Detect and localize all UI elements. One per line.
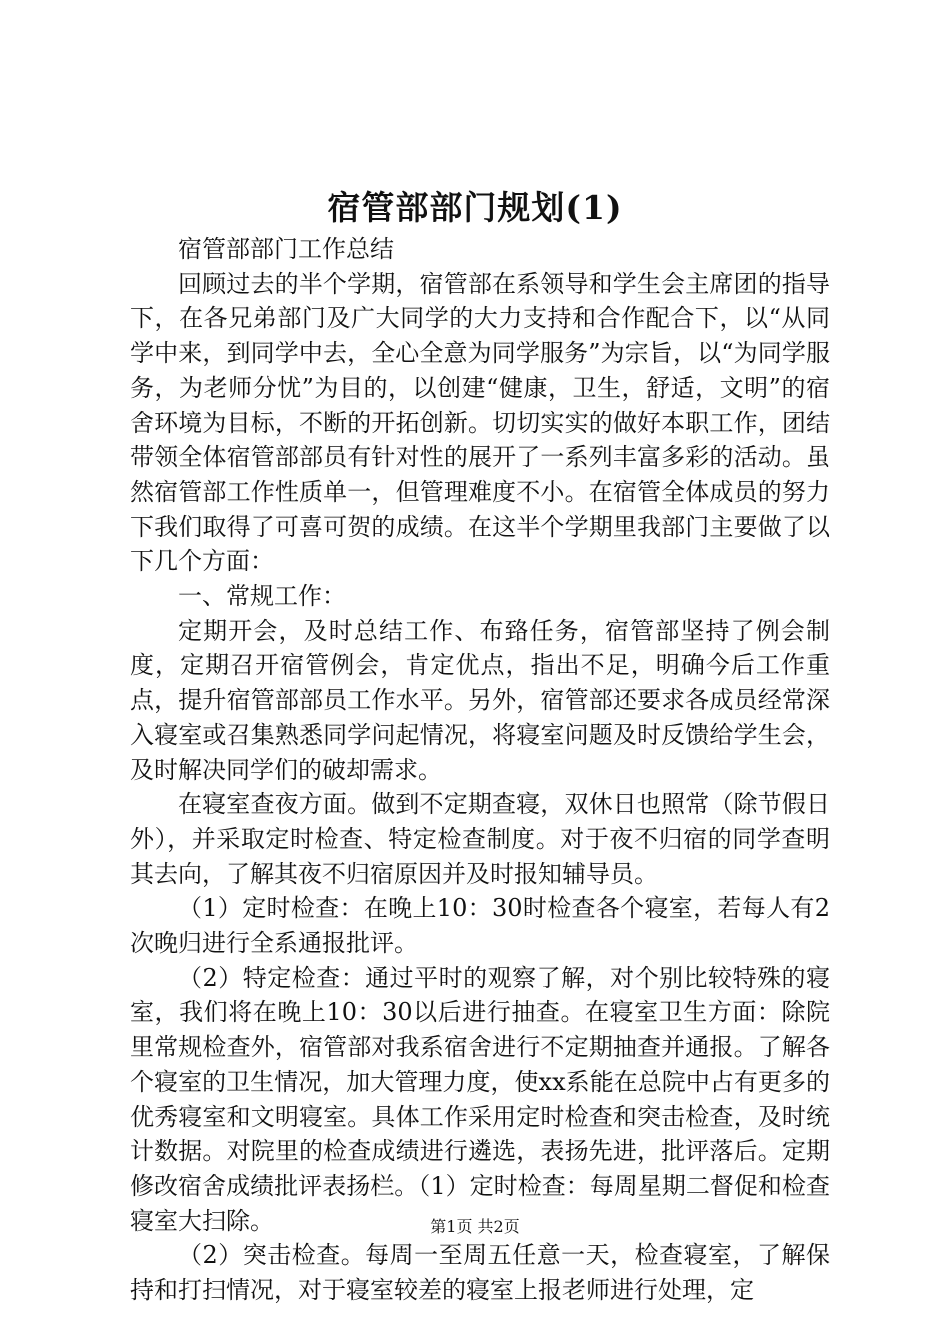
section-heading-routine: 一、常规工作： — [178, 582, 346, 611]
document-body — [130, 232, 830, 1308]
paragraph-night-check: 在寝室查夜方面。做到不定期查寝，双休日也照常（除节假日外），并采取定时检查、特定检查制度。对于夜不归宿的同学查明其去向，了解其夜不归宿原因并及时报知辅导员。 — [130, 790, 830, 888]
section-heading: 宿管部部门工作总结 — [178, 235, 394, 263]
page-footer: 第1页 共2页 — [430, 1217, 520, 1236]
document-title: 宿管部部门规划(1) — [327, 188, 623, 227]
paragraph-surprise-check: （2）突击检查。每周一至周五任意一天，检查寝室，了解保持和打扫情况，对于寝室较差的寝室上报老师进行处理，定 — [130, 1241, 830, 1305]
paragraph-special-check: （2）特定检查：通过平时的观察了解，对个别比较特殊的寝室，我们将在晚上10：30以后进行抽查。在寝室卫生方面：除院里常规检查外，宿管部对我系宿舍进行不定期抽查并通报。了解各个寝室的卫生情况，加大管理力度，使xx系能在总院中占有更多的优秀寝室和文明寝室。具体工作采用定时检查和突击检查，及时统计数据。对院里的检查成绩进行遴选，表扬先进，批评落后。定期修改宿舍成绩批评表扬栏。（1）定时检查：每周星期二督促和检查寝室大扫除。 — [130, 963, 830, 1235]
paragraph-scheduled-check: （1）定时检查：在晚上10：30时检查各个寝室，若每人有2次晚归进行全系通报批评。 — [130, 894, 830, 958]
paragraph-meetings: 定期开会，及时总结工作、布臵任务，宿管部坚持了例会制度，定期召开宿管例会，肯定优点，指出不足，明确今后工作重点，提升宿管部部员工作水平。另外，宿管部还要求各成员经常深入寝室或召集熟悉同学问起情况，将寝室问题及时反馈给学生会，及时解决同学们的破却需求。 — [130, 616, 830, 784]
paragraph-intro: 回顾过去的半个学期，宿管部在系领导和学生会主席团的指导下，在各兄弟部门及广大同学的大力支持和合作配合下，以“从同学中来，到同学中去，全心全意为同学服务”为宗旨，以“为同学服务，为老师分忧”为目的，以创建“健康，卫生，舒适，文明”的宿舍环境为目标，不断的开拓创新。切切实实的做好本职工作，团结带领全体宿管部部员有针对性的展开了一系列丰富多彩的活动。虽然宿管部工作性质单一，但管理难度不小。在宿管全体成员的努力下我们取得了可喜可贺的成绩。在这半个学期里我部门主要做了以下几个方面： — [130, 269, 830, 576]
